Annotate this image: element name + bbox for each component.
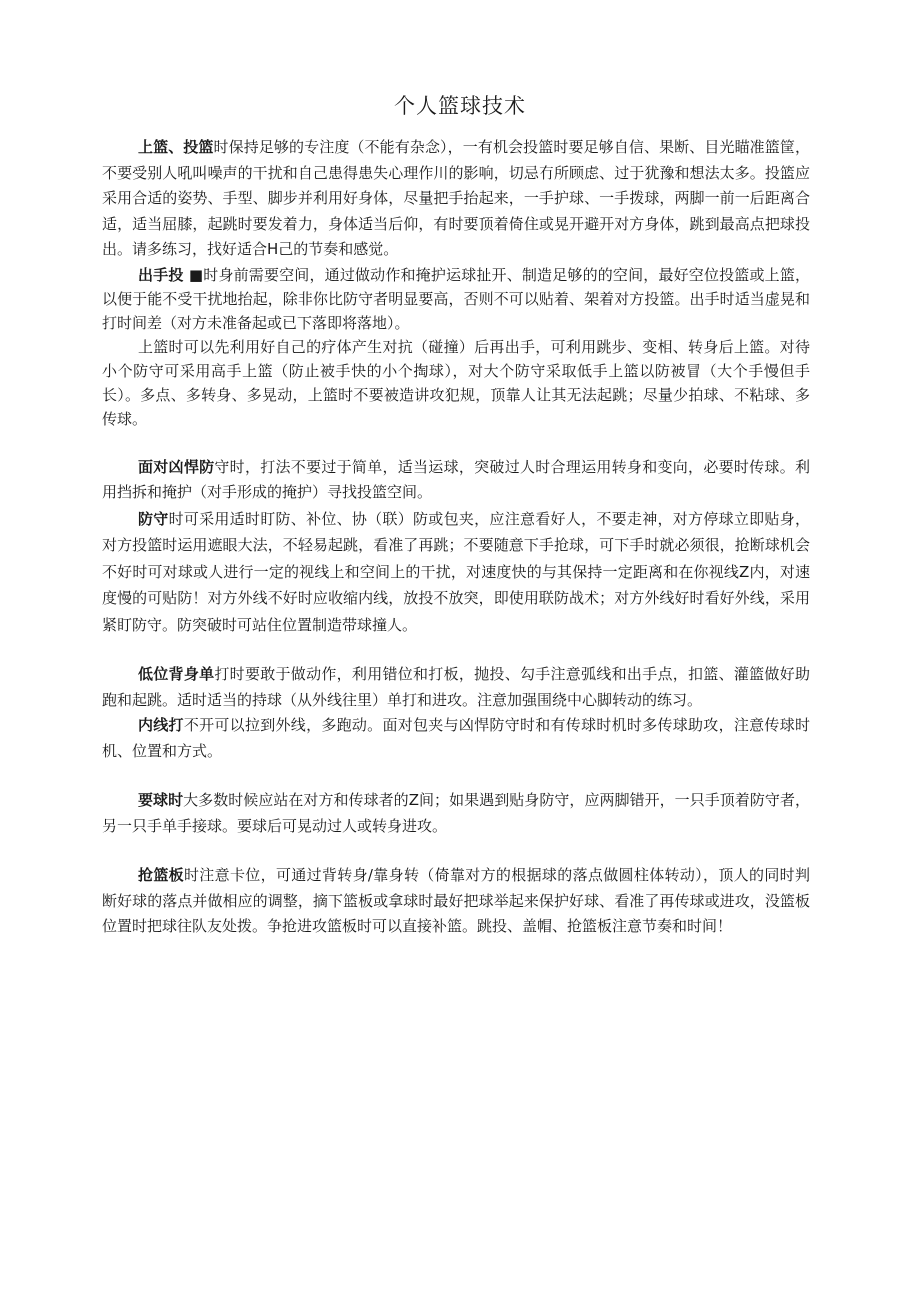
paragraph-text: 不开可以拉到外线，多跑动。面对包夹与凶悍防守时和有传球时机时多传球助攻，注意传球时机、位置和方式。 [102,716,810,760]
paragraph-text: 时身前需要空间，通过做动作和掩护运球扯开、制造足够的的空间，最好空位投篮或上篮，以便于能不受干扰地抬起，除非你比防守者明显要高，否则不可以贴着、架着对方投篮。出手时适当虚晃和打时间差（对方未准备起或已下落即将落地）。 [102,265,810,332]
paragraph-gap [102,764,810,788]
paragraph-rebounding [102,863,810,940]
paragraph-shot-release [102,263,810,335]
paragraph-layup-contact [102,335,810,431]
paragraph-text: 时注意卡位，可通过背转身/靠身转（倚靠对方的根据球的落点做圆柱体转动），顶人的同时判断好球的落点并做相应的调整，摘下篮板或拿球时最好把球举起来保护好球、看准了再传球或进攻，没篮板位置时把球往队友处拨。争抢进攻篮板时可以直接补篮。跳投、盖帽、抢篮板注意节奏和时间！ [102,866,810,935]
paragraph-layup-shooting [102,135,810,263]
paragraph-tough-defense [102,455,810,506]
paragraph-asking-ball [102,788,810,839]
paragraph-lead: 抢篮板 [138,866,184,884]
paragraph-lead: 上篮、投篮 [138,138,214,156]
paragraph-text: 时保持足够的专注度（不能有杂念），一有机会投篮时要足够自信、果断、目光瞄准篮筐，不要受别人吼叫噪声的干扰和自己患得患失心理作川的影响，切忌冇所顾虑、过于犹豫和想法太多。投篮应采用合适的姿势、手型、脚步并利用好身体，尽量把手抬起来，一手护球、一手拨球，两脚一前一后距离合适，适当屈膝，起跳时要发着力，身体适当后仰，有时要顶着倚住或晃开避开对方身体，跳到最高点把球投出。请多练习，找好适合H己的节奏和感觉。 [102,138,810,258]
paragraph-gap [102,839,810,863]
document-body [102,135,810,940]
paragraph-text: 大多数时候应站在对方和传球者的Z间；如果遇到贴身防守，应两脚错开，一只手顶着防守者，另一只手单手接球。要球后可晃动过人或转身进攻。 [102,791,810,835]
paragraph-low-post [102,662,810,713]
paragraph-text: 时可采用适时盯防、补位、协（联）防或包夹，应注意看好人，不要走神，对方停球立即贴身，对方投篮时运用遮眼大法，不轻易起跳，看准了再跳；不要随意下手抢球，可下手时就必须很，抢断球机会不好时可对球或人进行一定的视线上和空间上的干扰，对速度快的与其保持一定距离和在你视线Z内，对速度慢的可贴防！对方外线不好时应收缩内线，放投不放突，即使用联防战术；对方外线好时看好外线，采用紧盯防守。防突破时可站住位置制造带球撞人。 [102,509,810,634]
paragraph-defense [102,506,810,639]
paragraph-lead: 要球时 [138,791,184,809]
document-title: 个人篮球技术 [394,94,526,118]
paragraph-lead: 出手投 ■ [138,265,204,284]
paragraph-gap [102,638,810,662]
paragraph-lead: 内线打 [138,716,184,734]
paragraph-lead: 面对凶悍防 [138,457,215,476]
paragraph-gap [102,431,810,455]
paragraph-text: 守时，打法不要过于简单，适当运球，突破过人时合理运用转身和变向，必要时传球。利用挡拆和掩护（对手形成的掩护）寻找投篮空间。 [102,457,810,501]
paragraph-text: 打时要敢于做动作，利用错位和打板，抛投、勾手注意弧线和出手点，扣篮、灌篮做好助跑和起跳。适时适当的持球（从外线往里）单打和进攻。注意加强围绕中心脚转动的练习。 [102,665,810,709]
paragraph-inside-play [102,713,810,764]
paragraph-text: 上篮时可以先利用好自己的疗体产生对抗（碰撞）后再出手，可利用跳步、变相、转身后上篮。对待小个防守可采用高手上篮（防止被手快的小个掏球），对大个防守采取低手上篮以防被冒（大个手慢但手长）。多点、多转身、多晃动，上篮时不要被造讲攻犯规，顶靠人让其无法起跳；尽量少拍球、不粘球、多传球。 [102,337,810,428]
paragraph-lead: 低位背身单 [138,665,215,683]
paragraph-lead: 防守 [138,509,169,528]
